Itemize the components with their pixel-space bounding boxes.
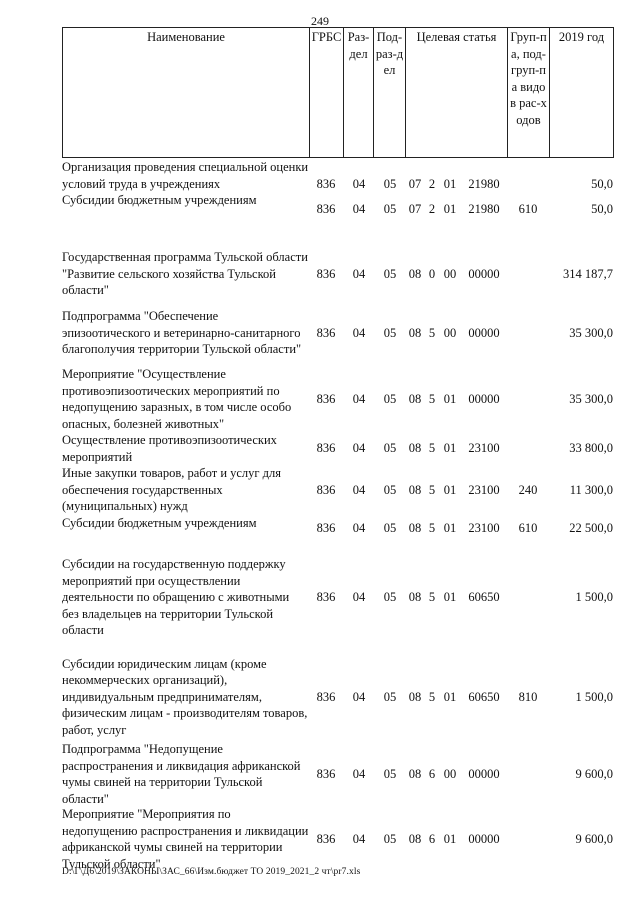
table-row (62, 192, 613, 248)
row-target-subprogram: 5 (428, 325, 436, 340)
row-target-program: 08 (408, 831, 422, 846)
row-podrazdel: 05 (383, 202, 397, 216)
row-target-direction: 23100 (468, 521, 500, 535)
row-name: Субсидии бюджетным учреждениям (62, 193, 257, 207)
row-target-program: 08 (408, 766, 422, 781)
row-target-direction: 23100 (468, 482, 500, 497)
row-target-program: 08 (408, 441, 422, 456)
row-grbs: 836 (316, 831, 336, 846)
row-razdel: 04 (352, 266, 366, 281)
row-sum: 11 300,0 (569, 482, 613, 497)
row-sum: 9 600,0 (575, 766, 613, 781)
row-target-program: 07 (408, 202, 422, 216)
row-grbs: 836 (316, 176, 336, 191)
row-name: Субсидии юридическим лицам (кроме некоммерческих организаций), индивидуальным предпринимателям, физическим лицам - производителям товаров, работ, услуг (62, 656, 308, 737)
row-podrazdel: 05 (383, 831, 397, 846)
table-row (62, 366, 613, 432)
table-header (62, 27, 614, 158)
row-sum: 33 800,0 (569, 441, 613, 456)
row-name: Подпрограмма "Обеспечение эпизоотического и ветеринарно-санитарного благополучия территории Тульской области" (62, 309, 302, 357)
row-target-direction: 21980 (468, 176, 500, 191)
row-target-subprogram: 5 (428, 521, 436, 535)
row-target-direction: 00000 (468, 831, 500, 846)
table-row (62, 646, 613, 742)
header-group: Груп-па, под-груп-па видов рас-ходов (508, 28, 550, 158)
row-target-subprogram: 6 (428, 766, 436, 781)
row-target-activity: 01 (443, 391, 457, 406)
row-grbs: 836 (316, 441, 336, 456)
row-target-program: 08 (408, 590, 422, 605)
header-name: Наименование (63, 28, 310, 158)
row-grbs: 836 (316, 766, 336, 781)
row-razdel: 04 (352, 590, 366, 605)
row-sum: 35 300,0 (569, 391, 613, 406)
row-grbs: 836 (316, 689, 336, 704)
row-target-subprogram: 5 (428, 441, 436, 456)
row-razdel: 04 (352, 831, 366, 846)
row-name: Субсидии бюджетным учреждениям (62, 516, 257, 530)
row-sum: 50,0 (591, 202, 613, 216)
table-row (62, 432, 613, 465)
row-target-direction: 21980 (468, 202, 500, 216)
row-target-direction: 00000 (468, 325, 500, 340)
row-sum: 1 500,0 (575, 590, 613, 605)
row-target-activity: 00 (443, 766, 457, 781)
row-target-direction: 60650 (468, 590, 500, 605)
header-target: Целевая статья (406, 28, 508, 158)
row-target-program: 08 (408, 266, 422, 281)
header-grbs: ГРБС (310, 28, 344, 158)
row-target-subprogram: 0 (428, 266, 436, 281)
row-podrazdel: 05 (383, 521, 397, 535)
row-razdel: 04 (352, 391, 366, 406)
table-row (62, 545, 613, 646)
row-podrazdel: 05 (383, 176, 397, 191)
row-sum: 22 500,0 (569, 521, 613, 535)
table-row (62, 158, 613, 192)
row-target-subprogram: 5 (428, 482, 436, 497)
row-podrazdel: 05 (383, 266, 397, 281)
row-name: Государственная программа Тульской области "Развитие сельского хозяйства Тульской области" (62, 250, 308, 298)
row-razdel: 04 (352, 521, 366, 535)
header-razdel: Раз-дел (344, 28, 374, 158)
row-target-activity: 01 (443, 521, 457, 535)
row-name: Мероприятие "Мероприятия по недопущению распространения и ликвидации африканской чумы свиней на территории Тульской области" (62, 807, 309, 871)
row-target-subprogram: 2 (428, 202, 436, 216)
row-name: Подпрограмма "Недопущение распространения и ликвидация африканской чумы свиней на территории Тульской области" (62, 742, 301, 806)
row-group: 810 (518, 689, 538, 704)
row-target-activity: 01 (443, 831, 457, 846)
row-grbs: 836 (316, 266, 336, 281)
row-target-subprogram: 5 (428, 590, 436, 605)
row-target-activity: 01 (443, 482, 457, 497)
row-razdel: 04 (352, 441, 366, 456)
table-row (62, 300, 613, 366)
row-target-direction: 60650 (468, 689, 500, 704)
row-target-program: 08 (408, 521, 422, 535)
row-target-direction: 00000 (468, 266, 500, 281)
row-target-program: 08 (408, 325, 422, 340)
row-group: 610 (518, 521, 538, 535)
row-grbs: 836 (316, 391, 336, 406)
row-podrazdel: 05 (383, 689, 397, 704)
page-number: 249 (311, 14, 329, 28)
table-row (62, 248, 613, 300)
row-sum: 9 600,0 (575, 831, 613, 846)
row-target-program: 08 (408, 689, 422, 704)
row-target-subprogram: 5 (428, 689, 436, 704)
header-year: 2019 год (550, 28, 614, 158)
row-target-direction: 00000 (468, 391, 500, 406)
row-sum: 314 187,7 (563, 266, 613, 281)
row-podrazdel: 05 (383, 441, 397, 456)
file-path-footer: D:\Г\Д6\2019\ЗАКОНЫ\ЗАС_66\Изм.бюджет ТО 2019_2021_2 чт\pr7.xls (62, 867, 361, 877)
row-grbs: 836 (316, 325, 336, 340)
row-target-program: 08 (408, 391, 422, 406)
table-row (62, 742, 613, 806)
row-name: Субсидии на государственную поддержку мероприятий при осуществлении деятельности по обращению с животными без владельцев на территории Тульской области (62, 557, 290, 638)
table-row (62, 806, 613, 872)
table-row (62, 515, 613, 545)
row-target-activity: 01 (443, 176, 457, 191)
row-target-activity: 01 (443, 689, 457, 704)
row-sum: 50,0 (591, 176, 613, 191)
row-target-subprogram: 2 (428, 176, 436, 191)
row-name: Осуществление противоэпизоотических мероприятий (62, 433, 277, 464)
row-razdel: 04 (352, 766, 366, 781)
row-target-activity: 00 (443, 325, 457, 340)
header-podrazdel: Под-раз-дел (374, 28, 406, 158)
row-target-activity: 01 (443, 441, 457, 456)
row-target-program: 08 (408, 482, 422, 497)
row-target-subprogram: 5 (428, 391, 436, 406)
row-name: Мероприятие "Осуществление противоэпизоотических мероприятий по недопущению заразных, в том числе особо опасных, болезней животных" (62, 367, 292, 431)
row-podrazdel: 05 (383, 482, 397, 497)
row-target-activity: 01 (443, 590, 457, 605)
row-target-activity: 00 (443, 266, 457, 281)
table-row (62, 465, 613, 515)
row-razdel: 04 (352, 689, 366, 704)
row-grbs: 836 (316, 202, 336, 216)
row-grbs: 836 (316, 482, 336, 497)
row-target-direction: 00000 (468, 766, 500, 781)
row-razdel: 04 (352, 482, 366, 497)
row-razdel: 04 (352, 176, 366, 191)
row-group: 610 (518, 202, 538, 216)
row-group: 240 (518, 482, 538, 497)
row-name: Организация проведения специальной оценки условий труда в учреждениях (62, 160, 309, 191)
row-sum: 35 300,0 (569, 325, 613, 340)
row-target-direction: 23100 (468, 441, 500, 456)
row-podrazdel: 05 (383, 325, 397, 340)
row-target-program: 07 (408, 176, 422, 191)
row-podrazdel: 05 (383, 766, 397, 781)
row-grbs: 836 (316, 521, 336, 535)
row-razdel: 04 (352, 325, 366, 340)
row-razdel: 04 (352, 202, 366, 216)
row-target-activity: 01 (443, 202, 457, 216)
row-name: Иные закупки товаров, работ и услуг для обеспечения государственных (муниципальных) нужд (62, 466, 282, 514)
table-body (62, 158, 613, 872)
row-podrazdel: 05 (383, 391, 397, 406)
row-grbs: 836 (316, 590, 336, 605)
row-podrazdel: 05 (383, 590, 397, 605)
row-sum: 1 500,0 (575, 689, 613, 704)
row-target-subprogram: 6 (428, 831, 436, 846)
